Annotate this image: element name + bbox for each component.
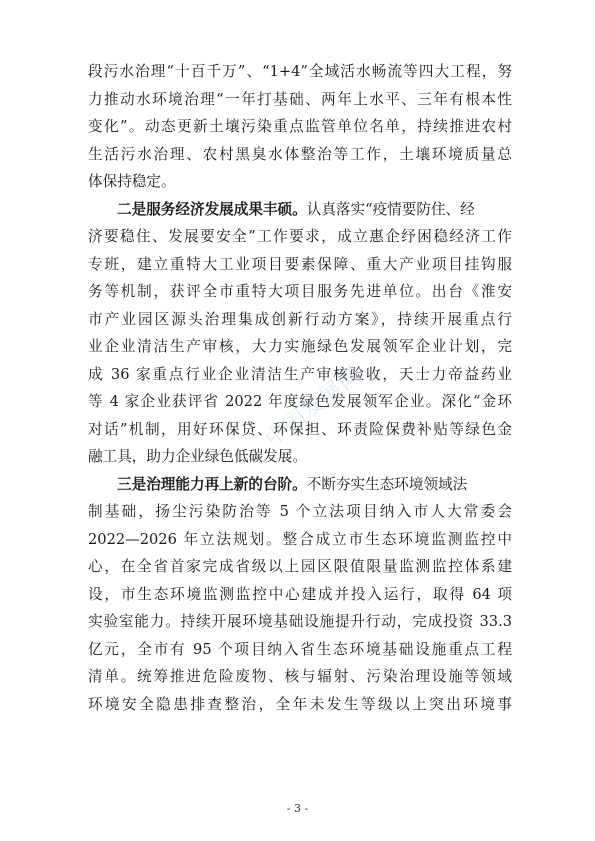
text-line: 生活污水治理、农村黑臭水体整治等工作，土壤环境质量总 <box>88 145 512 163</box>
text-line: 济要稳住、发展要安全”工作要求，成立惠企纾困稳经济工作 <box>88 228 512 245</box>
text-line: 成 36 家重点行业企业清洁生产审核验收，天士力帝益药业 <box>88 365 512 383</box>
text-line: 心，在全省首家完成省级以上园区限值限量监测监控体系建 <box>88 558 512 575</box>
text-span: 认真落实“疫情要防住、经 <box>306 200 475 218</box>
watermark: 中国发展网 <box>260 361 367 453</box>
section-heading: 三是治理能力再上新的台阶。 <box>117 475 307 493</box>
paragraph-2-first-line <box>88 196 512 224</box>
text-line: 对话”机制，用好环保贷、环保担、环责险保费补贴等绿色金 <box>88 420 512 438</box>
text-line: 2022—2026 年立法规划。整合成立市生态环境监测监控中 <box>88 530 512 548</box>
text-line: 力推动水环境治理“一年打基础、两年上水平、三年有根本性 <box>88 90 512 108</box>
text-line: 融工具，助力企业绿色低碳发展。 <box>88 448 307 465</box>
text-line: 体保持稳定。 <box>88 173 176 190</box>
text-line: 变化”。动态更新土壤污染重点监管单位名单，持续推进农村 <box>88 118 512 135</box>
text-line: 环境安全隐患排查整治，全年未发生等级以上突出环境事 <box>88 695 512 713</box>
section-heading: 二是服务经济发展成果丰硕。 <box>117 200 307 218</box>
text-line: 务等机制，获评全市重特大项目服务先进单位。出台《淮安 <box>88 283 512 300</box>
text-line: 等 4 家企业获评省 2022 年度绿色发展领军企业。深化“金环 <box>88 393 512 410</box>
text-line: 段污水治理“十百千万”、“1+4”全域活水畅流等四大工程，努 <box>88 63 512 80</box>
text-line: 设，市生态环境监测监控中心建成并投入运行，取得 64 项 <box>88 585 512 603</box>
text-line: 业企业清洁生产审核，大力实施绿色发展领军企业计划，完 <box>88 338 512 355</box>
body-text <box>88 58 512 718</box>
text-line: 亿元，全市有 95 个项目纳入省生态环境基础设施重点工程 <box>88 640 512 658</box>
text-line: 制基础，扬尘污染防治等 5 个立法项目纳入市人大常委会 <box>88 503 512 520</box>
text-line: 专班，建立重特大工业项目要素保障、重大产业项目挂钩服 <box>88 255 512 273</box>
page-number: - 3 - <box>286 802 309 815</box>
paragraph-3-first-line <box>88 471 512 499</box>
text-span: 不断夯实生态环境领域法 <box>306 475 468 493</box>
text-line: 清单。统筹推进危险废物、核与辐射、污染治理设施等领域 <box>88 668 512 685</box>
text-line: 实验室能力。持续开展环境基础设施提升行动，完成投资 33.3 <box>88 613 512 630</box>
text-line: 市产业园区源头治理集成创新行动方案》，持续开展重点行 <box>88 310 512 328</box>
